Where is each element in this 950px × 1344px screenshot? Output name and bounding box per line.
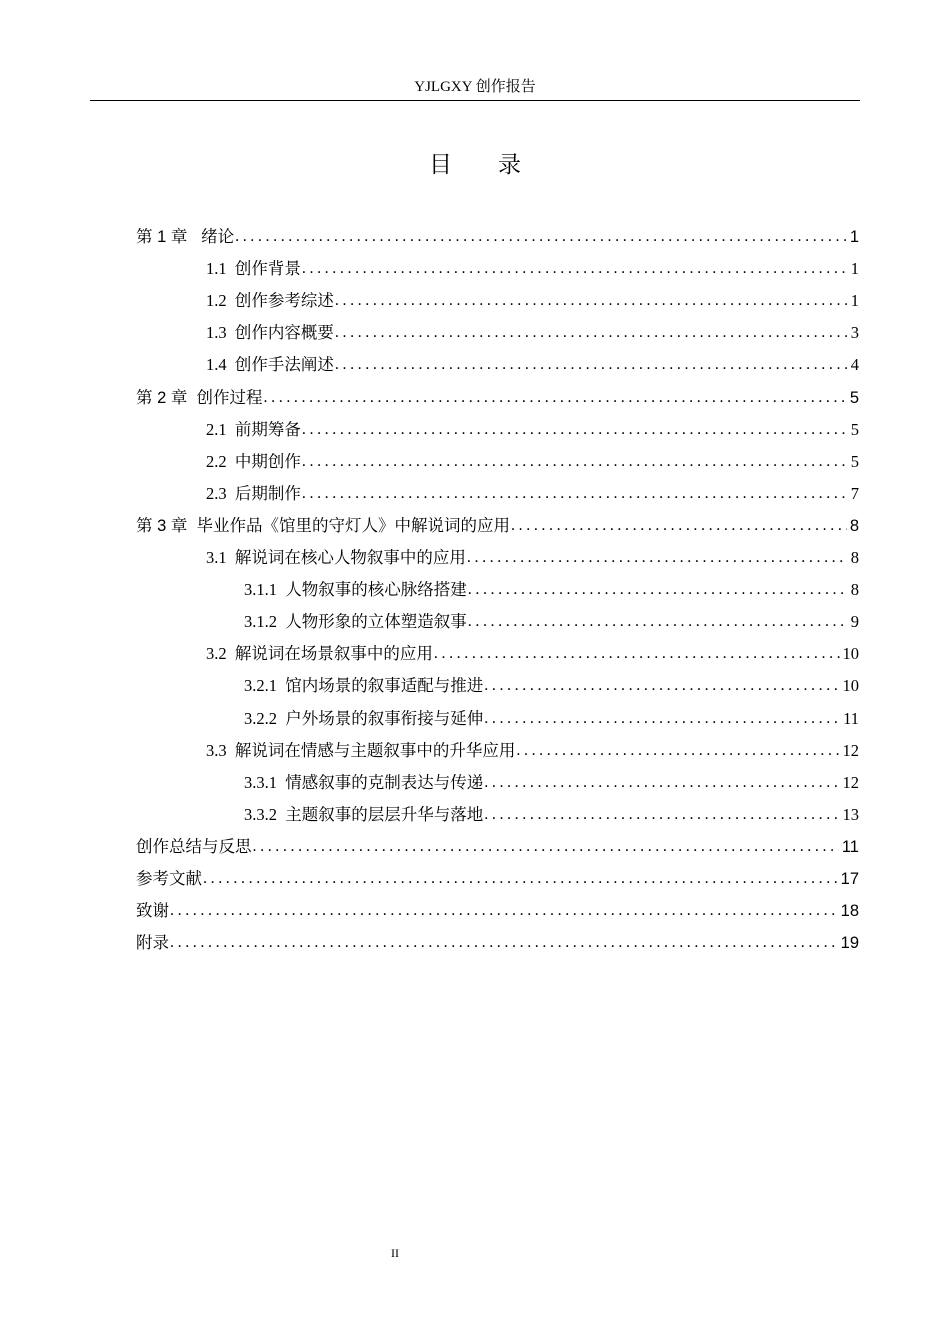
- toc-dot-leader: [335, 317, 848, 349]
- toc-entry-title: 创作总结与反思: [136, 836, 252, 856]
- toc-entry-page: 12: [842, 772, 859, 792]
- toc-entry-title: 情感叙事的克制表达与传递: [285, 772, 484, 792]
- toc-entry-number: 1.2: [206, 291, 235, 311]
- toc-dot-leader: [335, 349, 848, 381]
- toc-dot-leader: [484, 767, 839, 799]
- toc-entry[interactable]: [136, 221, 859, 253]
- toc-entry-number: 3.2.1: [244, 676, 286, 696]
- toc-entry-number: 2.3: [206, 483, 235, 503]
- toc-dot-leader: [516, 735, 839, 767]
- toc-entry[interactable]: [244, 574, 859, 606]
- toc-entry-number: 3.1.1: [244, 580, 286, 600]
- toc-entry-number: 第 1 章: [136, 228, 202, 246]
- toc-dot-leader: [302, 478, 848, 510]
- toc-entry-title: 创作过程: [196, 387, 263, 407]
- toc-entry[interactable]: [206, 349, 859, 381]
- toc-entry[interactable]: [206, 478, 859, 510]
- toc-entry-title: 参考文献: [136, 869, 202, 888]
- running-header: YJLGXY 创作报告: [414, 79, 536, 95]
- toc-entry[interactable]: [136, 831, 859, 863]
- toc-entry-title: 解说词在情感与主题叙事中的升华应用: [234, 740, 516, 760]
- toc-entry-page: 13: [842, 804, 859, 824]
- toc-entry-page: 5: [849, 388, 859, 407]
- toc-entry-number: 3.3: [206, 740, 235, 760]
- toc-entry-title: 毕业作品《馆里的守灯人》中解说词的应用: [196, 515, 511, 535]
- toc-dot-leader: [170, 895, 838, 927]
- toc-entry-page: 11: [841, 837, 859, 856]
- toc-entry[interactable]: [206, 735, 859, 767]
- toc-entry[interactable]: [206, 638, 859, 670]
- toc-entry-page: 17: [840, 870, 859, 888]
- toc-entry-page: 4: [850, 355, 859, 375]
- toc-entry-number: 第 3 章: [136, 516, 197, 535]
- toc-entry[interactable]: [136, 382, 859, 414]
- toc-entry-page: 11: [843, 708, 859, 728]
- toc-dot-leader: [302, 253, 848, 285]
- toc-entry-title: 中期创作: [234, 451, 301, 471]
- toc-entry-page: 1: [850, 291, 859, 311]
- toc-entry-page: 10: [842, 644, 859, 664]
- toc-dot-leader: [467, 542, 848, 574]
- toc-entry-page: 3: [850, 323, 859, 343]
- toc-entry[interactable]: [136, 927, 859, 959]
- toc-entry-number: 2.2: [206, 451, 235, 471]
- toc-entry-title: 附录: [136, 933, 169, 953]
- toc-entry-number: 3.3.1: [244, 772, 286, 792]
- toc-entry-title: 创作参考综述: [234, 291, 334, 311]
- toc-entry-number: 3.3.2: [244, 804, 286, 824]
- toc-entry-page: 5: [850, 451, 859, 471]
- toc-entry[interactable]: [206, 285, 859, 317]
- toc-entry-number: 3.1: [206, 548, 235, 567]
- toc-entry-title: 解说词在场景叙事中的应用: [234, 644, 433, 664]
- toc-dot-leader: [484, 670, 839, 702]
- toc-dot-leader: [484, 799, 839, 831]
- toc-entry[interactable]: [206, 317, 859, 349]
- toc-dot-leader: [302, 446, 848, 478]
- toc-entry[interactable]: [136, 863, 859, 895]
- toc-entry-title: 解说词在核心人物叙事中的应用: [234, 548, 466, 567]
- toc-entry-title: 创作内容概要: [234, 323, 334, 343]
- toc-dot-leader: [302, 414, 848, 446]
- toc-entry[interactable]: [244, 767, 859, 799]
- toc-dot-leader: [468, 574, 848, 606]
- toc-entry-title: 户外场景的叙事衔接与延伸: [285, 708, 484, 728]
- toc-entry[interactable]: [206, 414, 859, 446]
- toc-entry-title: 馆内场景的叙事适配与推进: [285, 676, 484, 696]
- toc-entry[interactable]: [136, 895, 859, 927]
- toc-entry[interactable]: [244, 670, 859, 702]
- toc-dot-leader: [253, 831, 839, 863]
- toc-dot-leader: [335, 285, 848, 317]
- toc-entry-number: 3.1.2: [244, 612, 286, 632]
- toc-dot-leader: [434, 638, 840, 670]
- page-number: II: [391, 1246, 399, 1260]
- toc-entry-number: 1.3: [206, 323, 235, 343]
- toc-entry-number: 3.2.2: [244, 708, 286, 728]
- toc-entry-title: 创作背景: [234, 259, 301, 279]
- toc-entry-page: 18: [840, 902, 859, 921]
- toc-entry-page: 9: [850, 612, 859, 632]
- toc-dot-leader: [203, 863, 838, 895]
- toc-entry-number: 第 2 章: [136, 388, 197, 407]
- toc-dot-leader: [468, 606, 848, 638]
- toc-title: 目录: [429, 152, 567, 178]
- toc-entry-title: 致谢: [136, 901, 169, 921]
- toc-entry-title: 前期筹备: [234, 419, 301, 439]
- toc-entry-page: 19: [840, 934, 859, 953]
- toc-dot-leader: [511, 510, 847, 542]
- toc-dot-leader: [264, 382, 847, 414]
- toc-entry-page: 10: [842, 676, 859, 696]
- toc-entry[interactable]: [136, 510, 859, 542]
- toc-entry-page: 12: [842, 740, 859, 760]
- toc-entry[interactable]: [244, 703, 859, 735]
- toc-entry-number: 2.1: [206, 419, 235, 439]
- toc-entry-page: 5: [850, 419, 859, 439]
- toc-entry[interactable]: [244, 799, 859, 831]
- toc-entry-number: 3.2: [206, 644, 235, 664]
- toc-entry-page: 1: [850, 259, 859, 279]
- toc-dot-leader: [484, 703, 840, 735]
- toc-entry-title: 创作手法阐述: [234, 355, 334, 375]
- toc-entry-page: 8: [849, 516, 859, 535]
- toc-entry-number: 1.1: [206, 259, 235, 279]
- header-rule: [90, 100, 860, 101]
- toc-entry-page: 8: [850, 580, 859, 600]
- toc-entry[interactable]: [206, 253, 859, 285]
- toc-entry-title: 主题叙事的层层升华与落地: [285, 804, 484, 824]
- toc-entry-number: 1.4: [206, 355, 235, 375]
- toc-entry-page: 8: [850, 548, 859, 567]
- toc-entry[interactable]: [206, 446, 859, 478]
- toc-dot-leader: [170, 927, 838, 959]
- toc-entry-title: 后期制作: [234, 483, 301, 503]
- toc-entry-title: 人物叙事的核心脉络搭建: [285, 580, 467, 600]
- toc-entry[interactable]: [244, 606, 859, 638]
- toc-entry-page: 7: [850, 483, 859, 503]
- toc-entry-title: 绪论: [201, 227, 235, 246]
- toc-dot-leader: [235, 221, 847, 253]
- toc-entry[interactable]: [206, 542, 859, 574]
- toc-entry-page: 1: [849, 228, 859, 246]
- toc-entry-title: 人物形象的立体塑造叙事: [285, 612, 467, 632]
